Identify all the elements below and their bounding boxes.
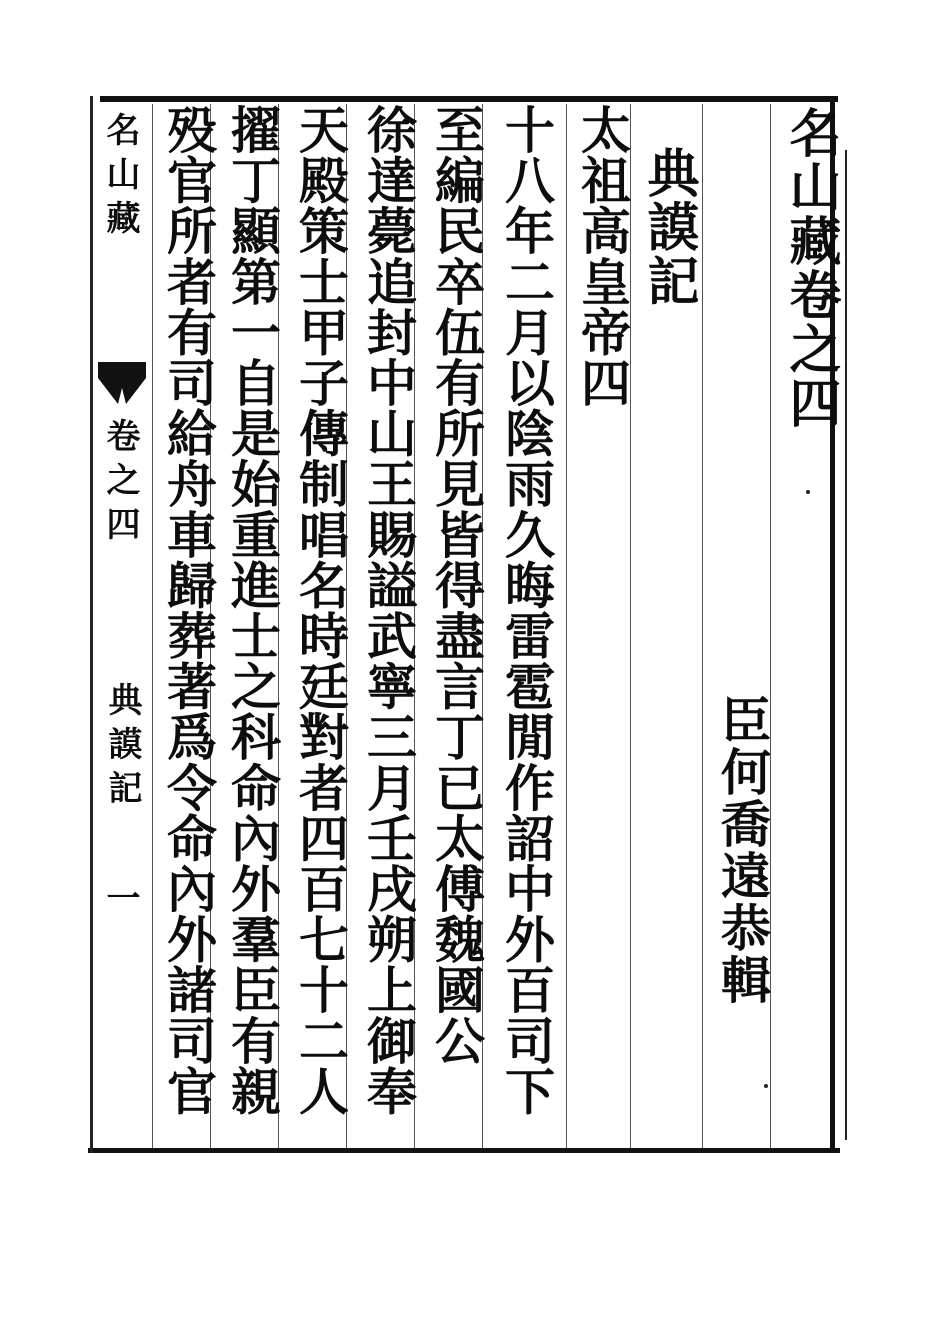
- frame-bottom-border: [88, 1148, 840, 1153]
- frame-left-border: [90, 96, 93, 1153]
- column-divider: [702, 104, 703, 1148]
- margin-book-title: 名山藏: [100, 112, 140, 244]
- margin-volume: 卷之四: [100, 418, 140, 550]
- column-divider: [566, 104, 567, 1148]
- author-line: 臣何喬遠恭輯: [713, 694, 772, 1006]
- reign-heading: 太祖高皇帝四: [573, 104, 632, 408]
- body-column-5: 擢丁顯第一自是始重進士之科命內外羣臣有親: [223, 104, 282, 1116]
- margin-section: 典謨記: [102, 682, 142, 814]
- fish-tail-mark-icon: [96, 358, 148, 414]
- ink-dot: [806, 490, 810, 494]
- body-column-4: 天殿策士甲子傳制唱名時廷對者四百七十二人: [291, 104, 350, 1116]
- book-title: 名山藏卷之四: [780, 106, 841, 430]
- body-column-6: 殁官所者有司給舟車歸葬著爲令命內外諸司官: [159, 104, 218, 1116]
- frame-top-border: [100, 96, 838, 102]
- margin-page-number: 一: [100, 880, 140, 924]
- body-column-1: 十八年二月以陰雨久晦雷雹閒作詔中外百司下: [497, 104, 556, 1116]
- section-title: 典謨記: [638, 146, 699, 308]
- column-divider: [152, 104, 153, 1148]
- body-column-3: 徐達薨追封中山王賜謚武寧三月壬戌朔上御奉: [359, 104, 418, 1116]
- ink-dot: [764, 1084, 768, 1088]
- body-column-2: 至編民卒伍有所見皆得盡言丁已太傅魏國公: [427, 104, 486, 1066]
- frame-right-inner-border: [845, 150, 847, 1140]
